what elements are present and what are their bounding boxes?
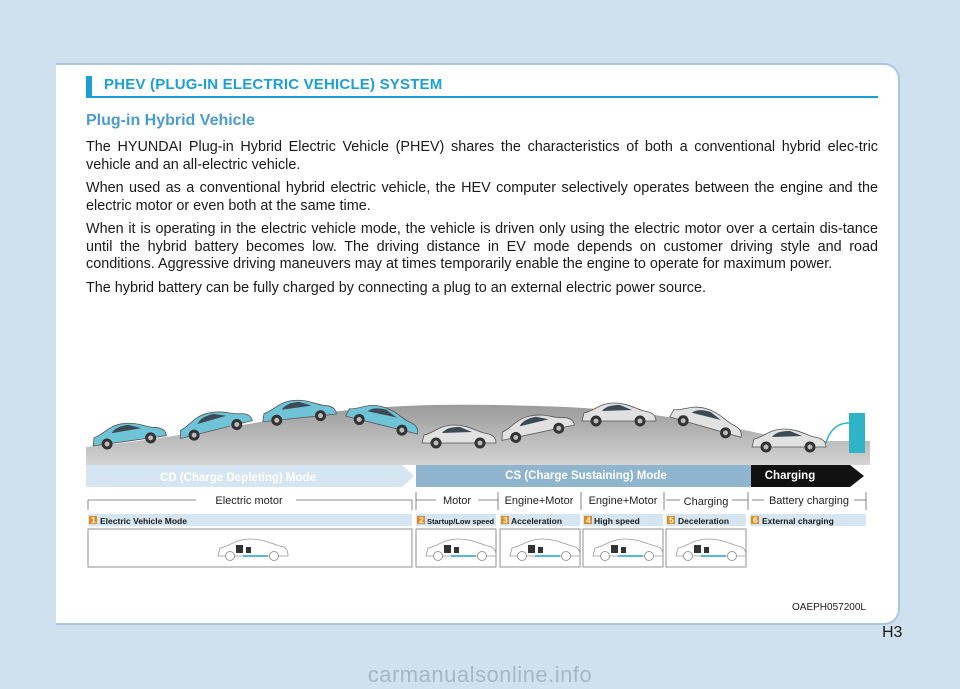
step-number: 1	[91, 515, 96, 525]
mode-diagram	[86, 462, 870, 572]
step-label: Acceleration	[511, 516, 563, 526]
power-label-engine-motor: Engine+Motor	[588, 495, 658, 507]
section-marker	[86, 76, 92, 96]
subtitle: Plug-in Hybrid Vehicle	[86, 112, 255, 129]
step-number: 4	[586, 515, 591, 525]
power-label-engine-motor: Engine+Motor	[504, 495, 574, 507]
power-label-charging: Charging	[683, 496, 729, 508]
power-label-motor: Motor	[442, 495, 472, 507]
paragraph: When used as a conventional hybrid electric vehicle, the HEV computer selectively operates between the engine and the electric motor or even both at the same time.	[86, 180, 878, 214]
page-number: H3	[882, 624, 903, 641]
power-label-electric-motor: Electric motor	[215, 495, 283, 507]
charging-mode-label: Charging	[764, 470, 816, 482]
cs-mode-label: CS (Charge Sustaining) Mode	[505, 470, 667, 482]
cd-mode-label: CD (Charge Depleting) Mode	[160, 472, 316, 484]
section-header	[86, 76, 878, 98]
step-number: 5	[669, 515, 674, 525]
step-number: 6	[753, 515, 758, 525]
paragraph: The HYUNDAI Plug-in Hybrid Electric Vehicle (PHEV) shares the characteristics of both a conventional hybrid elec-tric vehicle and an all-electric vehicle.	[86, 139, 878, 173]
body-text	[86, 139, 878, 303]
step-number: 2	[419, 515, 424, 525]
step-label: External charging	[762, 516, 834, 526]
step-label: Startup/Low speed	[427, 517, 495, 526]
step-label: High speed	[594, 516, 640, 526]
paragraph: The hybrid battery can be fully charged by connecting a plug to an external electric power source.	[86, 279, 706, 296]
step-number: 3	[503, 515, 508, 525]
figure-code: OAEPH057200L	[792, 602, 866, 613]
charging-station-icon	[849, 413, 865, 453]
section-title: PHEV (PLUG-IN ELECTRIC VEHICLE) SYSTEM	[104, 76, 443, 93]
step-label: Electric Vehicle Mode	[100, 516, 187, 526]
phev-illustration	[86, 395, 870, 465]
watermark: carmanualsonline.info	[367, 662, 593, 687]
power-label-battery-charging: Battery charging	[768, 495, 850, 507]
paragraph: When it is operating in the electric vehicle mode, the vehicle is driven only using the electric motor over a certain dis-tance until the hybrid battery becomes low. The driving distance in EV mode depends on customer driving style and road conditions. Aggressive driving maneuvers may at times temporarily enable the engine to operate for maximum power.	[86, 221, 878, 272]
step-label: Deceleration	[678, 516, 730, 526]
